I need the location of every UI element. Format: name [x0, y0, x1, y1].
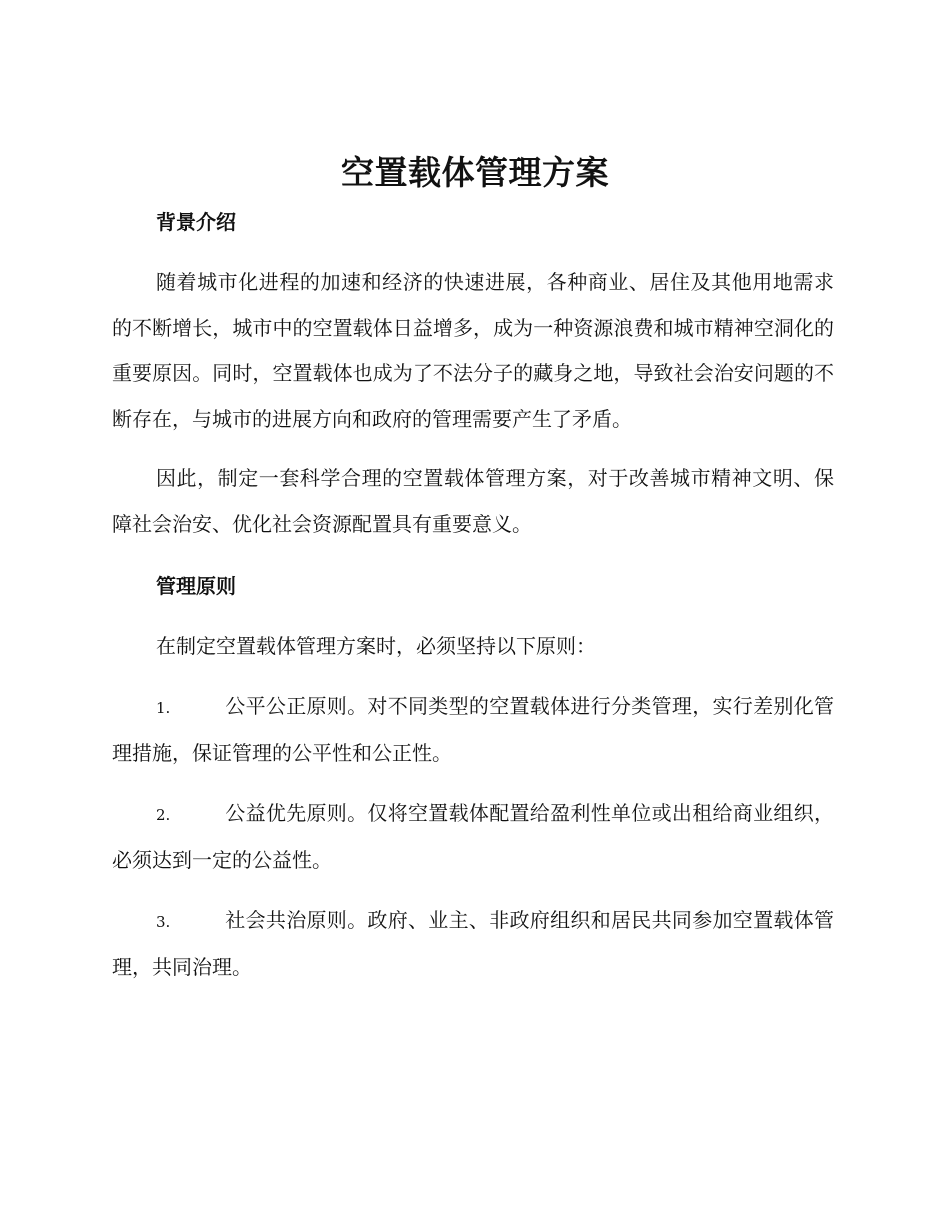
paragraph-principles-intro: 在制定空置载体管理方案时，必须坚持以下原则： — [156, 634, 596, 658]
paragraph-background-2: 因此，制定一套科学合理的空置载体管理方案，对于改善城市精神文明、保障社会治安、优化社会资源配置具有重要意义。 — [112, 466, 834, 536]
list-item-number: 1. — [156, 698, 171, 717]
list-item-text: 公益优先原则。仅将空置载体配置给盈利性单位或出租给商业组织，必须达到一定的公益性。 — [112, 800, 834, 872]
list-item-number: 2. — [156, 805, 171, 824]
list-item — [112, 898, 834, 991]
list-item-number: 3. — [156, 912, 171, 931]
list-item-text: 公平公正原则。对不同类型的空置载体进行分类管理，实行差别化管理措施，保证管理的公平性和公正性。 — [112, 693, 834, 765]
paragraph-background-1: 随着城市化进程的加速和经济的快速进展，各种商业、居住及其他用地需求的不断增长，城市中的空置载体日益增多，成为一种资源浪费和城市精神空洞化的重要原因。同时，空置载体也成为了不法分子的藏身之地，导致社会治安问题的不断存在，与城市的进展方向和政府的管理需要产生了矛盾。 — [112, 270, 834, 431]
list-item-text: 社会共治原则。政府、业主、非政府组织和居民共同参加空置载体管理，共同治理。 — [112, 907, 834, 979]
section-heading-principles: 管理原则 — [156, 574, 236, 598]
list-item — [112, 684, 834, 777]
document-body — [112, 207, 834, 991]
document-title: 空置载体管理方案 — [341, 153, 609, 192]
section-heading-background: 背景介绍 — [156, 210, 236, 234]
list-item — [112, 791, 834, 884]
